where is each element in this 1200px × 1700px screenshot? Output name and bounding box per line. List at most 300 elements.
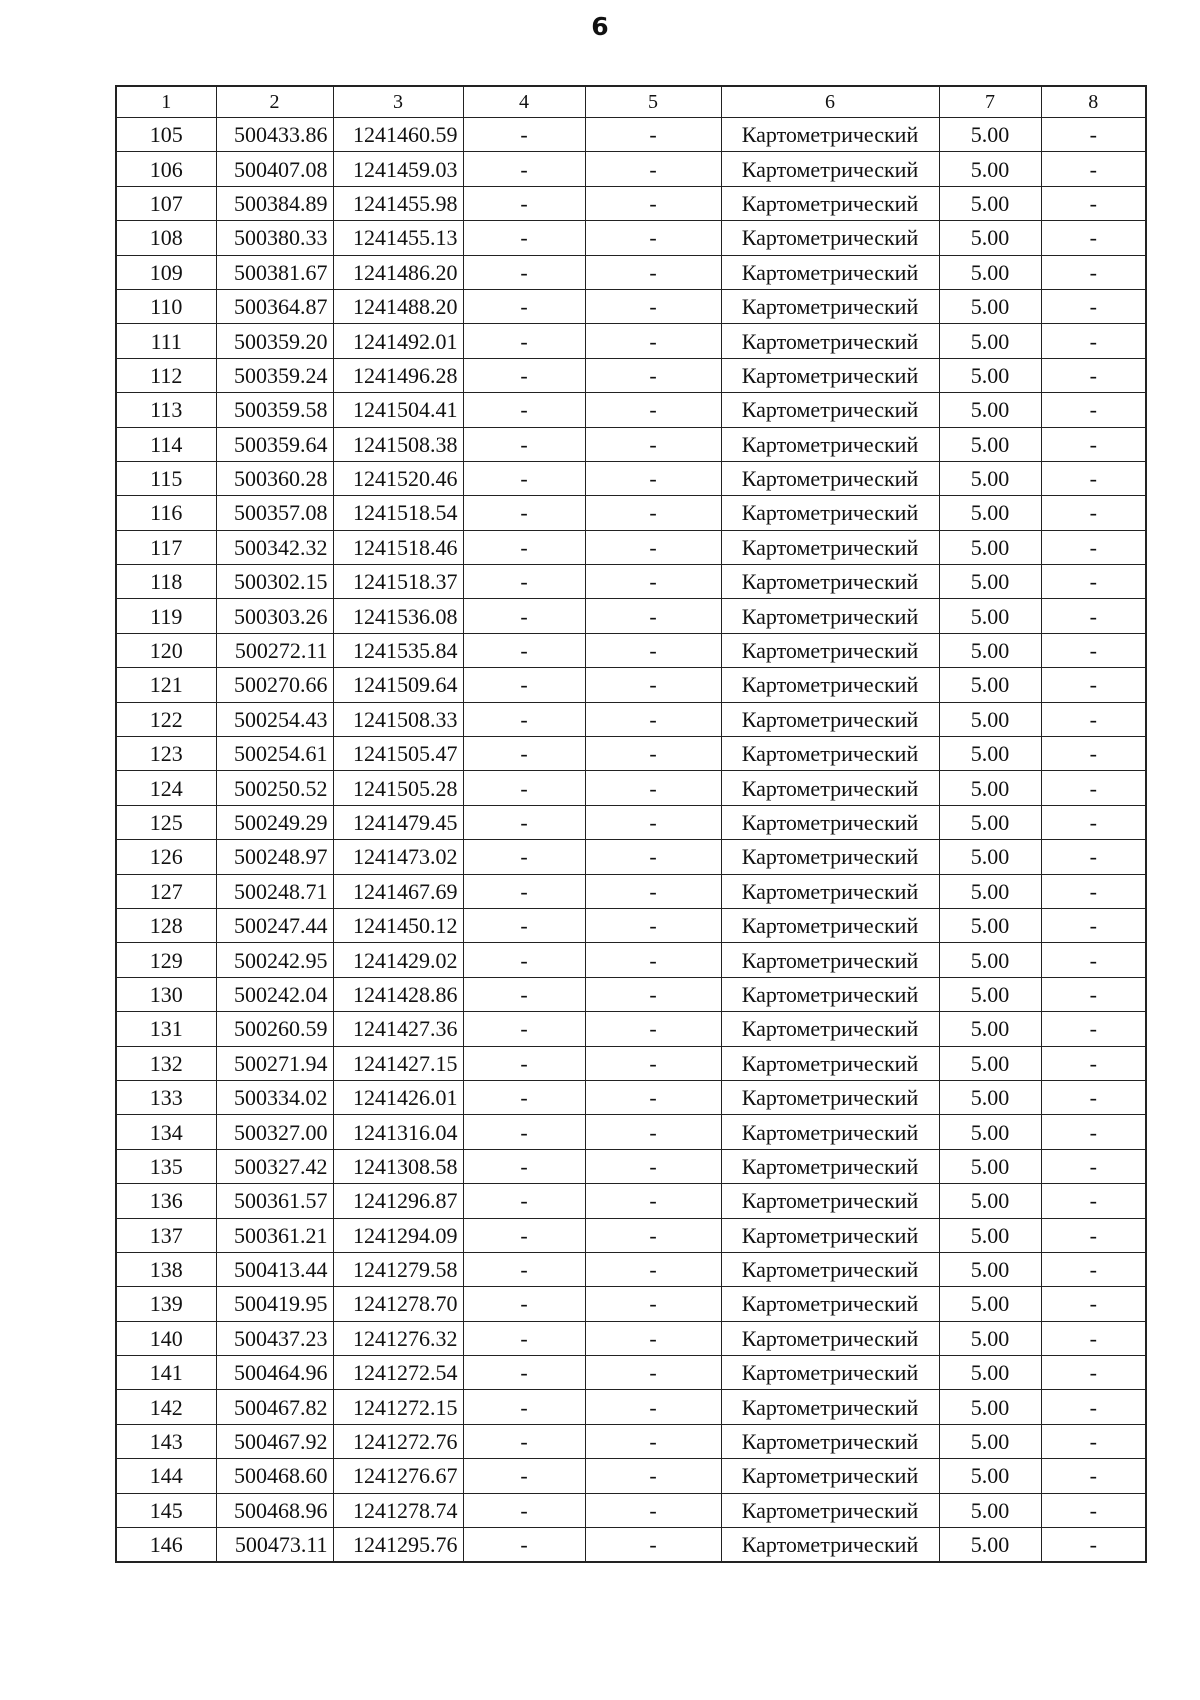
accuracy-cell: 5.00 [939, 152, 1041, 186]
column-5-cell: - [585, 393, 721, 427]
column-8-cell: - [1041, 461, 1146, 495]
point-number-cell: 139 [116, 1287, 216, 1321]
method-cell: Картометрический [721, 461, 939, 495]
method-cell: Картометрический [721, 1252, 939, 1286]
y-coordinate-cell: 1241279.58 [333, 1252, 463, 1286]
point-number-cell: 119 [116, 599, 216, 633]
column-5-cell: - [585, 1115, 721, 1149]
table-row [116, 255, 1146, 289]
accuracy-cell: 5.00 [939, 289, 1041, 323]
table-row [116, 393, 1146, 427]
y-coordinate-cell: 1241504.41 [333, 393, 463, 427]
accuracy-cell: 5.00 [939, 1528, 1041, 1563]
y-coordinate-cell: 1241536.08 [333, 599, 463, 633]
column-5-cell: - [585, 255, 721, 289]
column-5-cell: - [585, 943, 721, 977]
y-coordinate-cell: 1241295.76 [333, 1528, 463, 1563]
table-row [116, 1184, 1146, 1218]
method-cell: Картометрический [721, 221, 939, 255]
accuracy-cell: 5.00 [939, 255, 1041, 289]
method-cell: Картометрический [721, 840, 939, 874]
accuracy-cell: 5.00 [939, 530, 1041, 564]
y-coordinate-cell: 1241496.28 [333, 358, 463, 392]
column-4-cell: - [463, 1287, 585, 1321]
y-coordinate-cell: 1241429.02 [333, 943, 463, 977]
accuracy-cell: 5.00 [939, 1115, 1041, 1149]
x-coordinate-cell: 500327.42 [216, 1149, 333, 1183]
column-8-cell: - [1041, 1528, 1146, 1563]
point-number-cell: 142 [116, 1390, 216, 1424]
x-coordinate-cell: 500250.52 [216, 771, 333, 805]
column-8-cell: - [1041, 496, 1146, 530]
accuracy-cell: 5.00 [939, 565, 1041, 599]
column-4-cell: - [463, 737, 585, 771]
table-row [116, 1493, 1146, 1527]
table-row [116, 186, 1146, 220]
table-row [116, 1149, 1146, 1183]
table-row [116, 599, 1146, 633]
point-number-cell: 141 [116, 1356, 216, 1390]
method-cell: Картометрический [721, 152, 939, 186]
method-cell: Картометрический [721, 1321, 939, 1355]
column-4-cell: - [463, 977, 585, 1011]
y-coordinate-cell: 1241518.54 [333, 496, 463, 530]
accuracy-cell: 5.00 [939, 221, 1041, 255]
table-body [116, 118, 1146, 1563]
point-number-cell: 109 [116, 255, 216, 289]
table-row [116, 668, 1146, 702]
column-8-cell: - [1041, 118, 1146, 152]
table-row [116, 427, 1146, 461]
column-5-cell: - [585, 1046, 721, 1080]
y-coordinate-cell: 1241316.04 [333, 1115, 463, 1149]
column-8-cell: - [1041, 1287, 1146, 1321]
column-8-cell: - [1041, 1080, 1146, 1114]
column-4-cell: - [463, 1493, 585, 1527]
accuracy-cell: 5.00 [939, 393, 1041, 427]
accuracy-cell: 5.00 [939, 1424, 1041, 1458]
column-8-cell: - [1041, 1493, 1146, 1527]
accuracy-cell: 5.00 [939, 771, 1041, 805]
column-5-cell: - [585, 1390, 721, 1424]
y-coordinate-cell: 1241455.13 [333, 221, 463, 255]
method-cell: Картометрический [721, 633, 939, 667]
accuracy-cell: 5.00 [939, 1218, 1041, 1252]
accuracy-cell: 5.00 [939, 1046, 1041, 1080]
column-8-cell: - [1041, 1390, 1146, 1424]
column-8-cell: - [1041, 358, 1146, 392]
column-5-cell: - [585, 427, 721, 461]
method-cell: Картометрический [721, 427, 939, 461]
column-5-cell: - [585, 496, 721, 530]
point-number-cell: 121 [116, 668, 216, 702]
column-4-cell: - [463, 702, 585, 736]
point-number-cell: 117 [116, 530, 216, 564]
point-number-cell: 131 [116, 1012, 216, 1046]
coordinates-table [115, 85, 1147, 1563]
column-8-cell: - [1041, 530, 1146, 564]
method-cell: Картометрический [721, 1149, 939, 1183]
accuracy-cell: 5.00 [939, 1252, 1041, 1286]
column-5-cell: - [585, 668, 721, 702]
point-number-cell: 113 [116, 393, 216, 427]
column-4-cell: - [463, 565, 585, 599]
point-number-cell: 105 [116, 118, 216, 152]
table-row [116, 1012, 1146, 1046]
column-5-cell: - [585, 1287, 721, 1321]
accuracy-cell: 5.00 [939, 702, 1041, 736]
x-coordinate-cell: 500468.60 [216, 1459, 333, 1493]
column-4-cell: - [463, 633, 585, 667]
y-coordinate-cell: 1241427.15 [333, 1046, 463, 1080]
column-5-cell: - [585, 1528, 721, 1563]
method-cell: Картометрический [721, 1115, 939, 1149]
column-8-cell: - [1041, 152, 1146, 186]
column-4-cell: - [463, 599, 585, 633]
x-coordinate-cell: 500359.24 [216, 358, 333, 392]
column-header: 4 [463, 86, 585, 118]
column-4-cell: - [463, 186, 585, 220]
method-cell: Картометрический [721, 1493, 939, 1527]
x-coordinate-cell: 500357.08 [216, 496, 333, 530]
x-coordinate-cell: 500248.71 [216, 874, 333, 908]
column-4-cell: - [463, 1218, 585, 1252]
table-row [116, 1356, 1146, 1390]
method-cell: Картометрический [721, 1046, 939, 1080]
column-4-cell: - [463, 1080, 585, 1114]
column-5-cell: - [585, 152, 721, 186]
column-5-cell: - [585, 289, 721, 323]
x-coordinate-cell: 500249.29 [216, 805, 333, 839]
column-4-cell: - [463, 874, 585, 908]
x-coordinate-cell: 500359.20 [216, 324, 333, 358]
point-number-cell: 126 [116, 840, 216, 874]
column-8-cell: - [1041, 1356, 1146, 1390]
column-4-cell: - [463, 668, 585, 702]
column-4-cell: - [463, 393, 585, 427]
point-number-cell: 122 [116, 702, 216, 736]
column-5-cell: - [585, 1012, 721, 1046]
accuracy-cell: 5.00 [939, 599, 1041, 633]
method-cell: Картометрический [721, 1528, 939, 1563]
column-4-cell: - [463, 496, 585, 530]
column-5-cell: - [585, 324, 721, 358]
column-5-cell: - [585, 461, 721, 495]
point-number-cell: 111 [116, 324, 216, 358]
table-row [116, 1218, 1146, 1252]
point-number-cell: 129 [116, 943, 216, 977]
y-coordinate-cell: 1241492.01 [333, 324, 463, 358]
column-4-cell: - [463, 255, 585, 289]
point-number-cell: 146 [116, 1528, 216, 1563]
column-8-cell: - [1041, 1115, 1146, 1149]
column-8-cell: - [1041, 1218, 1146, 1252]
point-number-cell: 120 [116, 633, 216, 667]
method-cell: Картометрический [721, 1356, 939, 1390]
table-row [116, 1390, 1146, 1424]
column-header: 2 [216, 86, 333, 118]
x-coordinate-cell: 500467.82 [216, 1390, 333, 1424]
table-row [116, 1046, 1146, 1080]
accuracy-cell: 5.00 [939, 427, 1041, 461]
y-coordinate-cell: 1241459.03 [333, 152, 463, 186]
column-5-cell: - [585, 977, 721, 1011]
table-row [116, 461, 1146, 495]
table-header-row [116, 86, 1146, 118]
column-4-cell: - [463, 1356, 585, 1390]
y-coordinate-cell: 1241272.54 [333, 1356, 463, 1390]
method-cell: Картометрический [721, 289, 939, 323]
column-4-cell: - [463, 908, 585, 942]
y-coordinate-cell: 1241450.12 [333, 908, 463, 942]
table-row [116, 1528, 1146, 1563]
y-coordinate-cell: 1241508.33 [333, 702, 463, 736]
method-cell: Картометрический [721, 668, 939, 702]
column-5-cell: - [585, 1184, 721, 1218]
method-cell: Картометрический [721, 1080, 939, 1114]
column-5-cell: - [585, 530, 721, 564]
table-row [116, 702, 1146, 736]
y-coordinate-cell: 1241272.76 [333, 1424, 463, 1458]
column-8-cell: - [1041, 255, 1146, 289]
x-coordinate-cell: 500334.02 [216, 1080, 333, 1114]
column-header: 5 [585, 86, 721, 118]
column-4-cell: - [463, 152, 585, 186]
accuracy-cell: 5.00 [939, 668, 1041, 702]
table-row [116, 118, 1146, 152]
x-coordinate-cell: 500242.04 [216, 977, 333, 1011]
point-number-cell: 143 [116, 1424, 216, 1458]
y-coordinate-cell: 1241535.84 [333, 633, 463, 667]
table-row [116, 324, 1146, 358]
column-5-cell: - [585, 840, 721, 874]
x-coordinate-cell: 500413.44 [216, 1252, 333, 1286]
table-row [116, 1321, 1146, 1355]
y-coordinate-cell: 1241518.37 [333, 565, 463, 599]
method-cell: Картометрический [721, 977, 939, 1011]
table-row [116, 633, 1146, 667]
y-coordinate-cell: 1241455.98 [333, 186, 463, 220]
accuracy-cell: 5.00 [939, 186, 1041, 220]
table-row [116, 565, 1146, 599]
method-cell: Картометрический [721, 702, 939, 736]
x-coordinate-cell: 500359.64 [216, 427, 333, 461]
y-coordinate-cell: 1241428.86 [333, 977, 463, 1011]
table-row [116, 805, 1146, 839]
method-cell: Картометрический [721, 565, 939, 599]
accuracy-cell: 5.00 [939, 1149, 1041, 1183]
x-coordinate-cell: 500270.66 [216, 668, 333, 702]
table-row [116, 289, 1146, 323]
column-4-cell: - [463, 1424, 585, 1458]
column-header: 6 [721, 86, 939, 118]
column-4-cell: - [463, 427, 585, 461]
accuracy-cell: 5.00 [939, 977, 1041, 1011]
x-coordinate-cell: 500361.21 [216, 1218, 333, 1252]
accuracy-cell: 5.00 [939, 1287, 1041, 1321]
column-8-cell: - [1041, 186, 1146, 220]
column-5-cell: - [585, 805, 721, 839]
column-8-cell: - [1041, 1321, 1146, 1355]
accuracy-cell: 5.00 [939, 1012, 1041, 1046]
y-coordinate-cell: 1241278.70 [333, 1287, 463, 1321]
column-4-cell: - [463, 943, 585, 977]
method-cell: Картометрический [721, 1424, 939, 1458]
column-5-cell: - [585, 874, 721, 908]
y-coordinate-cell: 1241427.36 [333, 1012, 463, 1046]
x-coordinate-cell: 500242.95 [216, 943, 333, 977]
point-number-cell: 134 [116, 1115, 216, 1149]
accuracy-cell: 5.00 [939, 737, 1041, 771]
table-row [116, 1287, 1146, 1321]
x-coordinate-cell: 500467.92 [216, 1424, 333, 1458]
column-8-cell: - [1041, 977, 1146, 1011]
column-8-cell: - [1041, 427, 1146, 461]
point-number-cell: 144 [116, 1459, 216, 1493]
column-8-cell: - [1041, 805, 1146, 839]
column-4-cell: - [463, 840, 585, 874]
column-5-cell: - [585, 1149, 721, 1183]
method-cell: Картометрический [721, 943, 939, 977]
method-cell: Картометрический [721, 530, 939, 564]
method-cell: Картометрический [721, 737, 939, 771]
column-8-cell: - [1041, 702, 1146, 736]
column-8-cell: - [1041, 668, 1146, 702]
y-coordinate-cell: 1241460.59 [333, 118, 463, 152]
accuracy-cell: 5.00 [939, 805, 1041, 839]
column-4-cell: - [463, 1252, 585, 1286]
x-coordinate-cell: 500407.08 [216, 152, 333, 186]
x-coordinate-cell: 500254.43 [216, 702, 333, 736]
column-5-cell: - [585, 1080, 721, 1114]
column-5-cell: - [585, 186, 721, 220]
x-coordinate-cell: 500380.33 [216, 221, 333, 255]
column-8-cell: - [1041, 289, 1146, 323]
accuracy-cell: 5.00 [939, 1459, 1041, 1493]
column-5-cell: - [585, 221, 721, 255]
accuracy-cell: 5.00 [939, 943, 1041, 977]
accuracy-cell: 5.00 [939, 1493, 1041, 1527]
table-row [116, 1424, 1146, 1458]
y-coordinate-cell: 1241488.20 [333, 289, 463, 323]
x-coordinate-cell: 500468.96 [216, 1493, 333, 1527]
y-coordinate-cell: 1241520.46 [333, 461, 463, 495]
point-number-cell: 140 [116, 1321, 216, 1355]
x-coordinate-cell: 500302.15 [216, 565, 333, 599]
table-row [116, 1080, 1146, 1114]
column-8-cell: - [1041, 324, 1146, 358]
accuracy-cell: 5.00 [939, 1390, 1041, 1424]
accuracy-cell: 5.00 [939, 461, 1041, 495]
column-5-cell: - [585, 1356, 721, 1390]
column-5-cell: - [585, 1252, 721, 1286]
accuracy-cell: 5.00 [939, 1080, 1041, 1114]
method-cell: Картометрический [721, 1184, 939, 1218]
point-number-cell: 136 [116, 1184, 216, 1218]
accuracy-cell: 5.00 [939, 1321, 1041, 1355]
column-header: 8 [1041, 86, 1146, 118]
column-5-cell: - [585, 565, 721, 599]
method-cell: Картометрический [721, 1012, 939, 1046]
column-4-cell: - [463, 324, 585, 358]
point-number-cell: 115 [116, 461, 216, 495]
method-cell: Картометрический [721, 1390, 939, 1424]
column-8-cell: - [1041, 1424, 1146, 1458]
point-number-cell: 130 [116, 977, 216, 1011]
y-coordinate-cell: 1241505.28 [333, 771, 463, 805]
x-coordinate-cell: 500254.61 [216, 737, 333, 771]
table-row [116, 221, 1146, 255]
column-header: 3 [333, 86, 463, 118]
y-coordinate-cell: 1241276.67 [333, 1459, 463, 1493]
x-coordinate-cell: 500303.26 [216, 599, 333, 633]
column-5-cell: - [585, 1321, 721, 1355]
column-8-cell: - [1041, 771, 1146, 805]
accuracy-cell: 5.00 [939, 324, 1041, 358]
point-number-cell: 123 [116, 737, 216, 771]
column-8-cell: - [1041, 599, 1146, 633]
table-row [116, 874, 1146, 908]
y-coordinate-cell: 1241508.38 [333, 427, 463, 461]
table-row [116, 496, 1146, 530]
method-cell: Картометрический [721, 393, 939, 427]
table-row [116, 358, 1146, 392]
method-cell: Картометрический [721, 496, 939, 530]
point-number-cell: 132 [116, 1046, 216, 1080]
column-5-cell: - [585, 633, 721, 667]
column-4-cell: - [463, 771, 585, 805]
column-5-cell: - [585, 1424, 721, 1458]
x-coordinate-cell: 500359.58 [216, 393, 333, 427]
accuracy-cell: 5.00 [939, 874, 1041, 908]
column-4-cell: - [463, 1046, 585, 1080]
column-4-cell: - [463, 1115, 585, 1149]
x-coordinate-cell: 500364.87 [216, 289, 333, 323]
table-row [116, 840, 1146, 874]
column-8-cell: - [1041, 840, 1146, 874]
point-number-cell: 137 [116, 1218, 216, 1252]
y-coordinate-cell: 1241296.87 [333, 1184, 463, 1218]
column-5-cell: - [585, 908, 721, 942]
accuracy-cell: 5.00 [939, 840, 1041, 874]
x-coordinate-cell: 500271.94 [216, 1046, 333, 1080]
x-coordinate-cell: 500384.89 [216, 186, 333, 220]
table-row [116, 977, 1146, 1011]
column-4-cell: - [463, 530, 585, 564]
column-8-cell: - [1041, 633, 1146, 667]
x-coordinate-cell: 500419.95 [216, 1287, 333, 1321]
table-row [116, 152, 1146, 186]
method-cell: Картометрический [721, 186, 939, 220]
x-coordinate-cell: 500473.11 [216, 1528, 333, 1563]
x-coordinate-cell: 500464.96 [216, 1356, 333, 1390]
point-number-cell: 110 [116, 289, 216, 323]
column-5-cell: - [585, 771, 721, 805]
column-5-cell: - [585, 358, 721, 392]
point-number-cell: 106 [116, 152, 216, 186]
column-8-cell: - [1041, 1252, 1146, 1286]
table-row [116, 943, 1146, 977]
column-header: 1 [116, 86, 216, 118]
column-4-cell: - [463, 221, 585, 255]
y-coordinate-cell: 1241518.46 [333, 530, 463, 564]
x-coordinate-cell: 500248.97 [216, 840, 333, 874]
column-8-cell: - [1041, 565, 1146, 599]
column-8-cell: - [1041, 908, 1146, 942]
table-row [116, 771, 1146, 805]
column-4-cell: - [463, 1459, 585, 1493]
method-cell: Картометрический [721, 771, 939, 805]
